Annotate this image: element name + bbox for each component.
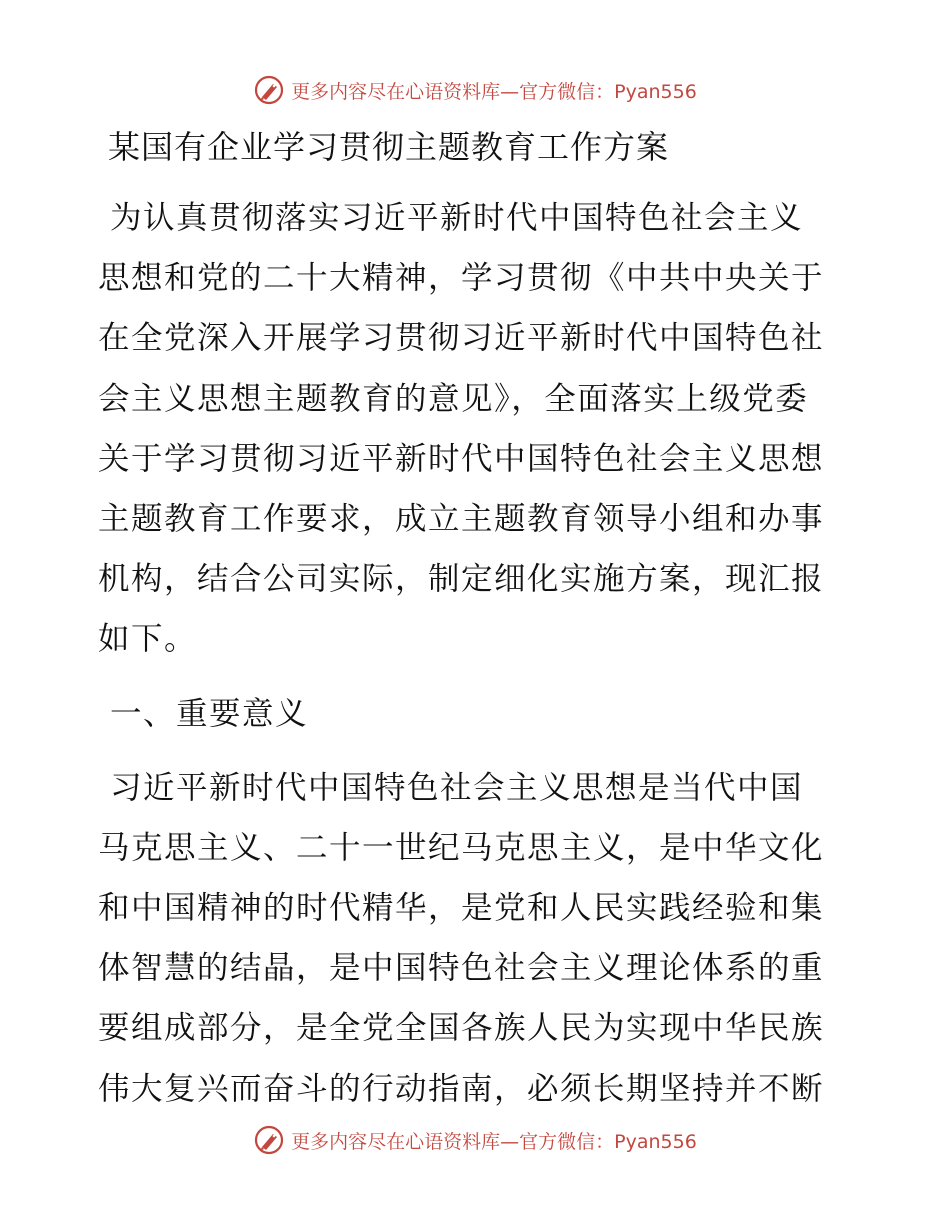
paragraph-line: 习近平新时代中国特色社会主义思想是当代中国 — [110, 769, 804, 806]
paragraph-line: 主题教育工作要求，成立主题教育领导小组和办事 — [98, 501, 825, 538]
paragraph-line: 马克思主义、二十一世纪马克思主义，是中华文化 — [98, 829, 825, 866]
footer-watermark-banner — [0, 1120, 950, 1160]
footer-watermark-text: 更多内容尽在心语资料库—官方微信：Pyan556 — [291, 1130, 697, 1153]
paragraph-line: 会主义思想主题教育的意见》，全面落实上级党委 — [98, 380, 809, 417]
paragraph-line: 思想和党的二十大精神，学习贯彻《中共中央关于 — [98, 260, 825, 297]
paragraph-line: 要组成部分，是全党全国各族人民为实现中华民族 — [98, 1010, 825, 1047]
paragraph-line: 伟大复兴而奋斗的行动指南，必须长期坚持并不断 — [98, 1070, 825, 1107]
header-watermark-banner — [0, 70, 950, 110]
significance-paragraph — [98, 758, 850, 1119]
paragraph-line: 在全党深入开展学习贯彻习近平新时代中国特色社 — [98, 320, 825, 357]
paragraph-line: 机构，结合公司实际，制定细化实施方案，现汇报 — [98, 561, 825, 598]
paragraph-line: 体智慧的结晶，是中国特色社会主义理论体系的重 — [98, 950, 825, 987]
paragraph-line: 如下。 — [98, 621, 198, 658]
paragraph-line: 和中国精神的时代精华，是党和人民实践经验和集 — [98, 890, 825, 927]
document-body — [98, 118, 850, 1133]
section-heading-significance: 一、重要意义 — [110, 695, 309, 732]
pen-nib-logo-icon — [253, 1124, 285, 1156]
intro-paragraph — [98, 188, 850, 670]
document-title: 某国有企业学习贯彻主题教育工作方案 — [108, 128, 670, 166]
paragraph-line: 为认真贯彻落实习近平新时代中国特色社会主义 — [110, 200, 804, 236]
pen-nib-logo-icon — [253, 74, 285, 106]
header-watermark-text: 更多内容尽在心语资料库—官方微信：Pyan556 — [291, 80, 697, 103]
paragraph-line: 关于学习贯彻习近平新时代中国特色社会主义思想 — [98, 440, 825, 477]
